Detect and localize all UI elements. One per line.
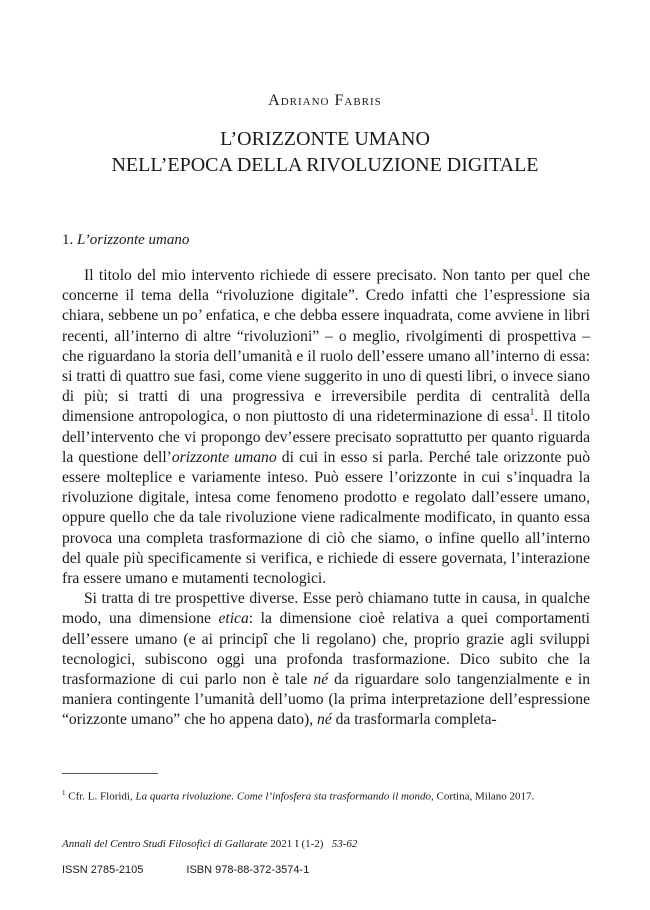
issn: ISSN 2785-2105 [62, 864, 144, 876]
journal-pages: 53-62 [331, 838, 358, 850]
paragraph-2-text-c: da riguardare solo tangenzialmente e in maniera contingente l’umanità dell’uomo (la prima interpretazione dell’espressione “orizzonte umano” che ho appena dato), [62, 671, 590, 729]
footnote-divider [62, 773, 158, 774]
footnote-reference: 1 [529, 407, 535, 418]
journal-volume: 2021 I (1-2) [270, 838, 324, 850]
body-text [62, 266, 590, 731]
paragraph-2 [62, 589, 590, 730]
journal-name: Annali del Centro Studi Filosofici di Gallarate [62, 838, 268, 850]
footnote-book-title: La quarta rivoluzione. Come l’infosfera sta trasformando il mondo [135, 790, 431, 803]
identifiers [62, 864, 349, 876]
paragraph-2-text-b: : la dimensione cioè relativa a quei comportamenti dell’essere umano (e ai principî che li regolano) che, proprio grazie agli sviluppi tecnologici, subiscono oggi una profonda trasformazione. Dico subito che la trasformazione di cui parlo non è tale [62, 610, 590, 689]
author-name: Adriano Fabris [268, 92, 382, 109]
paragraph-1-text-b: . Il titolo dell’intervento che vi propongo dev’essere precisato soprattutto per quanto riguarda la questione dell’ [62, 408, 590, 466]
footnote-number: 1 [62, 789, 66, 797]
article-title [0, 126, 650, 178]
paragraph-1-text-a: Il titolo del mio intervento richiede di essere precisato. Non tanto per quel che concerne il tema della “rivoluzione digitale”. Credo infatti che l’espressione sia chiara, sebbene un po’ enfatica, e che debba essere inquadrata, come avviene in libri recenti, all’interno di altre “rivoluzioni” – o meglio, rivolgimenti di prospettiva – che riguardano la storia dell’umanità e il ruolo dell’essere umano all’interno di essa: si tratti di quattro sue fasi, come viene suggerito in uno di questi libri, o invece siano di più; si tratti di una progressiva e irreversibile perdita di centralità della dimensione antropologica, o non piuttosto di una rideterminazione di essa [62, 267, 590, 426]
journal-citation [62, 838, 357, 850]
footnote [62, 786, 590, 805]
footnote-text-b: , Cortina, Milano 2017. [430, 790, 535, 803]
title-line-2: NELL’EPOCA DELLA RIVOLUZIONE DIGITALE [111, 154, 539, 176]
paragraph-1 [62, 266, 590, 589]
paragraph-2-text-a: Si tratta di tre prospettive diverse. Esse però chiamano tutte in causa, in qualche modo, una dimensione [62, 590, 590, 628]
section-title: L’orizzonte umano [77, 232, 190, 248]
paragraph-2-emphasis-c: né [317, 711, 332, 729]
paragraph-1-text-c: di cui in esso si parla. Perché tale orizzonte può essere molteplice e variamente inteso. Può essere l’orizzonte in cui s’inquadra la rivoluzione digitale, intesa come fenomeno prodotto e regolato dall’essere umano, oppure quello che da tale rivoluzione viene radicalmente modificato, in quanto essa provoca una completa trasformazione di ciò che siamo, o infine quello all’interno del quale più specificamente si verifica, e richiede di essere governata, l’interazione fra essere umano e mutamenti tecnologici. [62, 448, 591, 588]
section-heading [62, 232, 189, 249]
paragraph-2-text-d: da trasformarla completa- [331, 711, 497, 729]
paragraph-1-emphasis: orizzonte umano [171, 448, 277, 466]
section-number: 1. [62, 232, 74, 248]
paragraph-2-emphasis-a: etica [218, 610, 249, 628]
footnote-text-a: Cfr. L. Floridi, [65, 790, 136, 803]
paragraph-2-emphasis-b: né [313, 671, 329, 689]
isbn: ISBN 978-88-372-3574-1 [186, 864, 310, 876]
title-line-1: L’ORIZZONTE UMANO [220, 128, 430, 150]
